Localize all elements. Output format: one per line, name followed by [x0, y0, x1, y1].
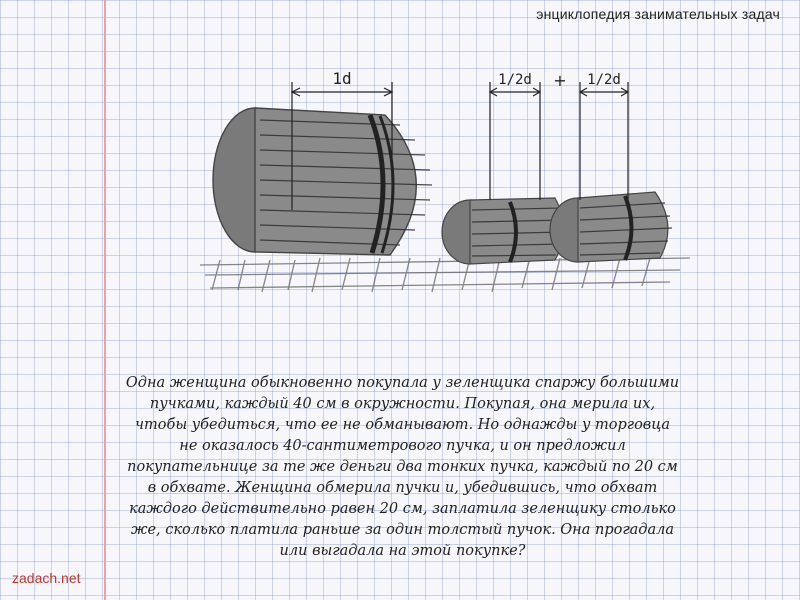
dimension-label-small-2: 1/2d	[587, 72, 621, 88]
small-asparagus-bundle-1	[442, 198, 566, 264]
notebook-margin-line	[104, 0, 106, 600]
page-header-title: энциклопедия занимательных задач	[536, 6, 780, 22]
small-asparagus-bundle-2	[550, 192, 672, 262]
problem-statement: Одна женщина обыкновенно покупала у зеленщика спаржу большими пучками, каждый 40 см в окружности. Покупая, она мерила их, чтобы убедиться, что ее не обманывают. Но однажды у торговца не оказалось 40-сантиметрового пучка, и он предложил покупательнице за те же деньги два тонких пучка, каждый по 20 см в обхвате. Женщина обмерила пучки и, убедившись, что обхват каждого действительно равен 20 см, заплатила зеленщику столько же, сколько платила раньше за один толстый пучок. Она прогадала или выгадала на этой покупке?	[125, 375, 680, 559]
dimension-label-big: 1d	[332, 69, 352, 88]
site-watermark-link[interactable]: zadach.net	[12, 570, 81, 586]
big-asparagus-bundle	[213, 108, 432, 255]
dimension-plus-sign: +	[553, 71, 567, 90]
dimension-label-small-1: 1/2d	[498, 72, 532, 88]
ground-hatching	[200, 258, 690, 292]
asparagus-bundles-illustration	[200, 60, 700, 300]
